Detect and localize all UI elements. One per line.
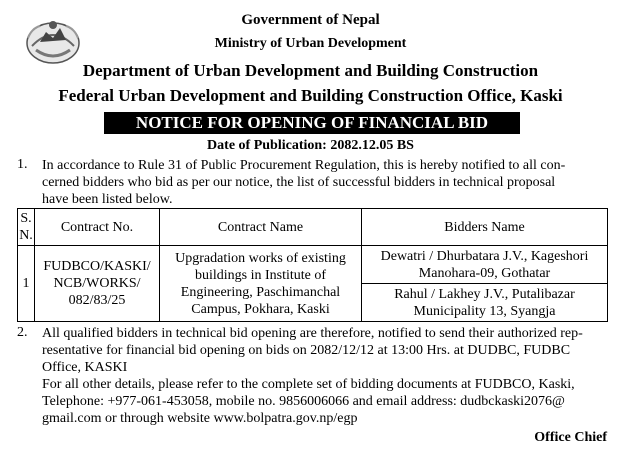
para2-number: 2. — [17, 325, 28, 340]
para1-line: have been listed below. — [42, 192, 173, 207]
contract-name-cell — [160, 246, 362, 322]
para2-line: gmail.com or through website www.bolpatra.gov.np/egp — [42, 411, 358, 426]
para1-number: 1. — [17, 157, 28, 172]
para2-line: For all other details, please refer to the complete set of bidding documents at FUDBCO, Kaski, — [42, 377, 575, 392]
contract-name-line: Campus, Pokhara, Kaski — [191, 301, 330, 317]
contract-name-line: Engineering, Paschimanchal — [180, 284, 341, 300]
ministry-title: Ministry of Urban Development — [214, 36, 407, 51]
office-title: Federal Urban Development and Building Construction Office, Kaski — [58, 86, 563, 105]
para2-line: resentative for financial bid opening on bids on 2082/12/12 at 13:00 Hrs. at DUDBC, FUDBC — [42, 343, 571, 358]
signature-office-chief: Office Chief — [534, 430, 607, 445]
bidder-line: Dewatri / Dhurbatara J.V., Kageshori — [380, 248, 589, 264]
sn-header-line: N. — [19, 228, 33, 243]
para2-line: Office, KASKI — [42, 360, 128, 375]
bidder-line: Rahul / Lakhey J.V., Putalibazar — [394, 286, 575, 302]
notice-title: NOTICE FOR OPENING OF FINANCIAL BID — [104, 112, 520, 134]
para1-line: In accordance to Rule 31 of Public Procurement Regulation, this is hereby notified to all con- — [42, 158, 566, 173]
contract-name-line: buildings in Institute of — [194, 267, 327, 283]
department-title: Department of Urban Development and Building Construction — [82, 61, 539, 80]
bidder-cell — [362, 284, 608, 322]
bidder-line: Manohara-09, Gothatar — [418, 265, 551, 281]
sn-header-line: S. — [20, 211, 32, 226]
bidder-cell — [362, 246, 608, 284]
para2-line: All qualified bidders in technical bid opening are therefore, notified to send their authorized rep- — [42, 326, 583, 341]
para1-line: cerned bidders who bid as per our notice, the list of successful bidders in technical proposal — [42, 175, 556, 190]
table-header-row — [18, 209, 608, 246]
para2-line: Telephone: +977-061-453058, mobile no. 9856006066 and email address: dudbckaski2076@ — [42, 394, 565, 409]
sn-header — [18, 209, 35, 246]
para2-text — [42, 325, 608, 427]
bidders-header: Bidders Name — [362, 209, 608, 246]
government-title: Government of Nepal — [241, 12, 380, 28]
contract-name-header: Contract Name — [160, 209, 362, 246]
sn-cell: 1 — [18, 246, 35, 322]
publication-date: Date of Publication: 2082.12.05 BS — [207, 138, 414, 153]
para1-text — [42, 157, 608, 208]
contract-name-line: Upgradation works of existing — [175, 250, 346, 266]
contract-no-cell — [35, 246, 160, 322]
contract-no-line: NCB/WORKS/ — [53, 276, 141, 291]
bidder-line: Municipality 13, Syangja — [413, 303, 556, 319]
table-row — [18, 246, 608, 284]
contract-no-header: Contract No. — [35, 209, 160, 246]
contract-no-line: 082/83/25 — [68, 293, 126, 308]
bid-table — [17, 208, 608, 322]
contract-no-line: FUDBCO/KASKI/ — [43, 259, 151, 274]
